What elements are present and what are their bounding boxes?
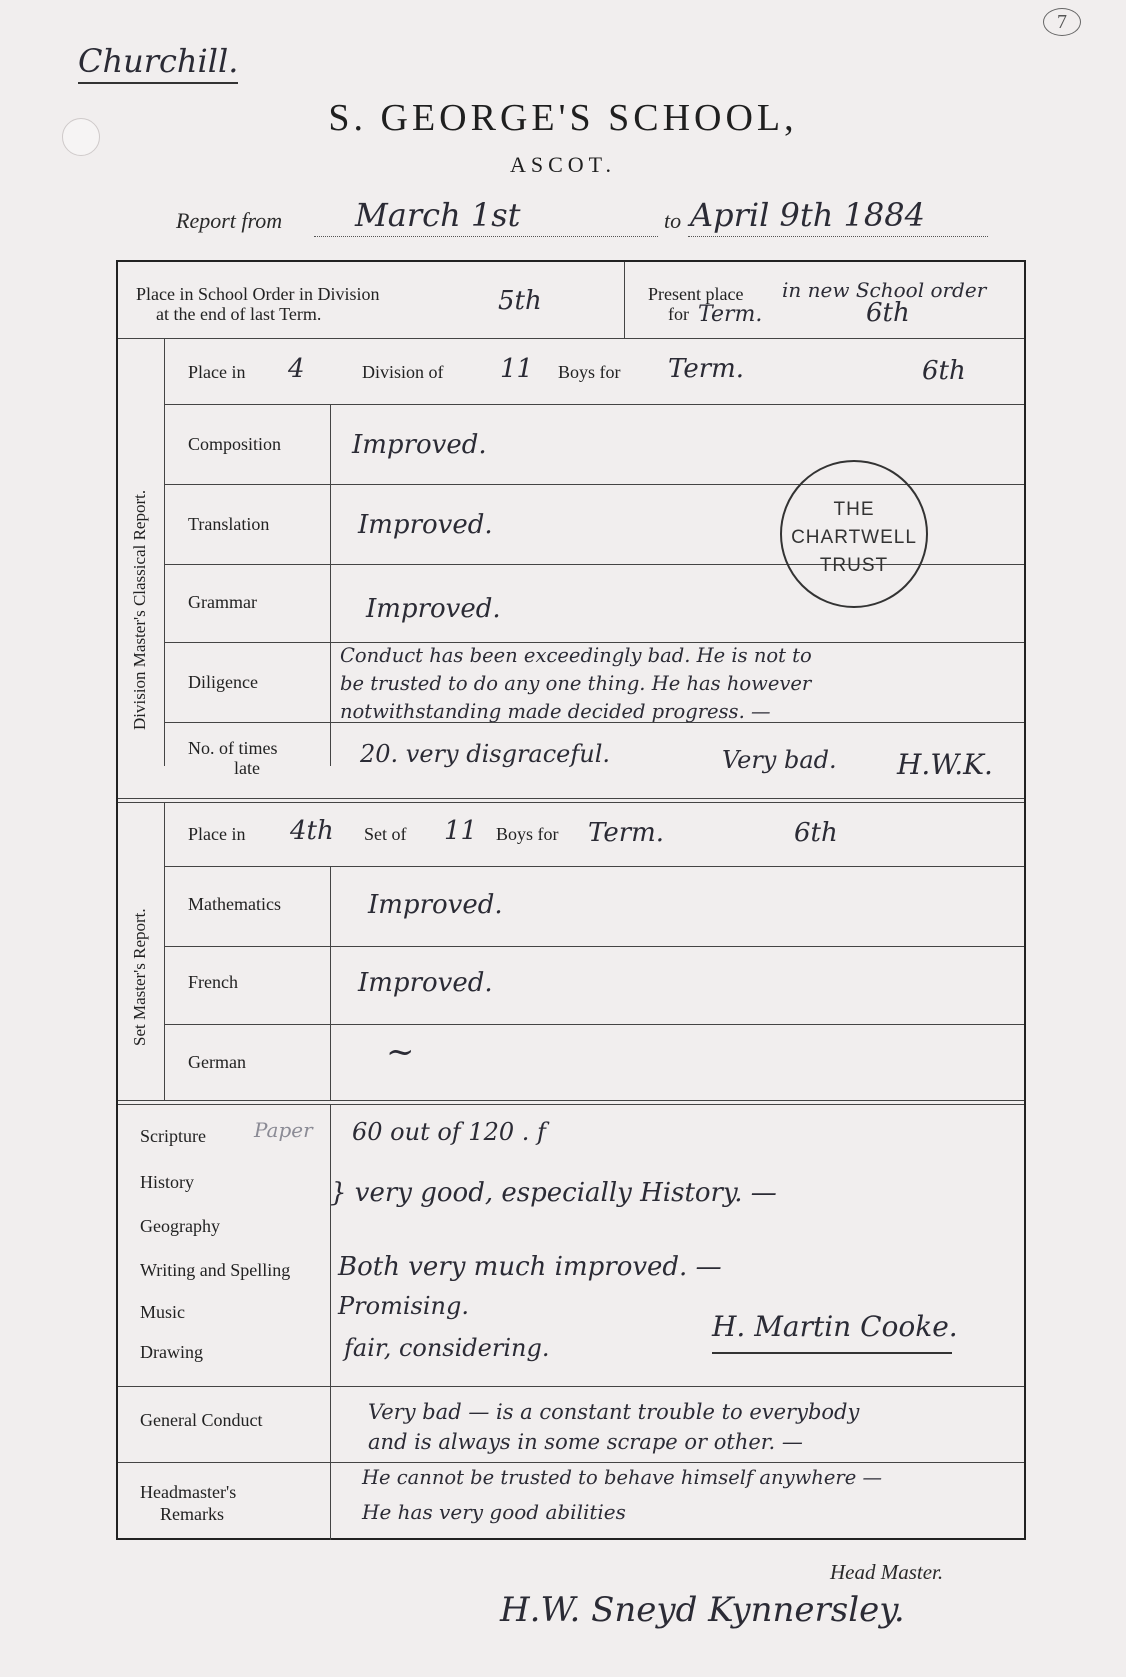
headmaster-remarks-label-2: Remarks <box>160 1504 224 1524</box>
report-to-value: April 9th 1884 <box>690 196 925 234</box>
history-label: History <box>140 1172 194 1192</box>
diligence-line-1: Conduct has been exceedingly bad. He is not to <box>340 644 812 667</box>
mathematics-value: Improved. <box>368 890 503 920</box>
rule <box>118 1386 1024 1387</box>
report-to-line <box>688 236 988 237</box>
mathematics-label: Mathematics <box>188 894 281 914</box>
stamp-line-1: THE <box>833 499 875 520</box>
set-place-in-label: Place in <box>188 824 246 844</box>
translation-value: Improved. <box>358 510 493 540</box>
present-place-label: Present place <box>648 284 744 304</box>
headmaster-remarks-label-1: Headmaster's <box>140 1482 237 1502</box>
school-name: S. GEORGE'S SCHOOL, <box>328 97 798 139</box>
school-place: ASCOT. <box>510 152 616 177</box>
section-rule <box>118 1100 1024 1105</box>
signature-underline <box>712 1352 952 1354</box>
french-label: French <box>188 972 238 992</box>
page-number: 7 <box>1043 8 1081 36</box>
place-order-label-1: Place in School Order in Division <box>136 284 380 304</box>
drawing-value: fair, considering. <box>344 1334 550 1362</box>
head-master-label: Head Master. <box>830 1560 944 1584</box>
grammar-value: Improved. <box>366 594 501 624</box>
rule <box>118 338 1024 339</box>
set-label-divider <box>330 866 331 1100</box>
report-from-line <box>314 236 658 237</box>
music-value: Promising. <box>338 1292 469 1320</box>
head-master-signature: H.W. Sneyd Kynnersley. <box>500 1590 905 1630</box>
div-boys-for-value: Term. <box>668 354 745 384</box>
rule <box>118 1462 1024 1463</box>
div-boys-for-label: Boys for <box>558 362 621 382</box>
late-label-2: late <box>234 758 260 778</box>
music-label: Music <box>140 1302 185 1322</box>
set-master-signature: H. Martin Cooke. <box>712 1310 958 1343</box>
set-boys-for-value: Term. <box>588 818 665 848</box>
late-remark: Very bad. <box>722 746 837 774</box>
rule <box>164 946 1024 947</box>
division-master-initials: H.W.K. <box>897 748 993 781</box>
present-place-note: in new School order <box>782 278 987 302</box>
scripture-note: Paper <box>254 1118 313 1142</box>
report-from-label: Report from <box>176 208 283 233</box>
composition-value: Improved. <box>352 430 487 460</box>
late-value: 20. very disgraceful. <box>360 740 611 768</box>
headmaster-remarks-line-2: He has very good abilities <box>362 1500 626 1524</box>
set-set-of-label: Set of <box>364 824 407 844</box>
subjects-divider <box>330 1104 331 1540</box>
set-set-of-value: 11 <box>444 816 478 846</box>
headmaster-remarks-line-1: He cannot be trusted to behave himself anywhere — <box>362 1466 882 1489</box>
stamp-line-2: CHARTWELL <box>791 527 917 548</box>
top-row-divider <box>624 262 625 338</box>
stamp-line-3: TRUST <box>819 555 889 576</box>
name-annotation: Churchill. <box>78 42 239 80</box>
div-term-place: 6th <box>922 356 966 386</box>
set-boys-for-label: Boys for <box>496 824 559 844</box>
division-side-divider <box>164 338 165 766</box>
grammar-label: Grammar <box>188 592 257 612</box>
rule <box>164 1024 1024 1025</box>
drawing-label: Drawing <box>140 1342 203 1362</box>
diligence-line-2: be trusted to do any one thing. He has however <box>340 672 812 695</box>
report-from-value: March 1st <box>355 196 521 234</box>
chartwell-trust-stamp <box>780 460 928 608</box>
report-to-label: to <box>664 208 682 233</box>
set-place-in-value: 4th <box>290 816 334 846</box>
report-form <box>116 260 1026 1540</box>
diligence-label: Diligence <box>188 672 258 692</box>
rule <box>164 866 1024 867</box>
division-section-label: Division Master's Classical Report. <box>130 489 149 730</box>
section-rule <box>118 798 1024 803</box>
german-value: ~ <box>386 1032 415 1072</box>
div-division-of-value: 11 <box>500 354 534 384</box>
general-conduct-line-2: and is always in some scrape or other. — <box>368 1430 803 1454</box>
rule <box>164 642 1024 643</box>
set-section-label: Set Master's Report. <box>130 908 149 1046</box>
german-label: German <box>188 1052 246 1072</box>
name-underline <box>78 82 238 84</box>
rule <box>164 722 1024 723</box>
div-place-in-label: Place in <box>188 362 246 382</box>
present-place-value: 6th <box>866 298 910 328</box>
history-geography-value: } very good, especially History. — <box>330 1178 777 1208</box>
division-label-divider <box>330 404 331 766</box>
general-conduct-label: General Conduct <box>140 1410 263 1430</box>
writing-spelling-value: Both very much improved. — <box>338 1252 722 1282</box>
div-place-in-value: 4 <box>288 354 305 384</box>
set-term-place: 6th <box>794 818 838 848</box>
present-for-label: for <box>668 304 689 324</box>
set-side-divider <box>164 802 165 1100</box>
composition-label: Composition <box>188 434 282 454</box>
writing-spelling-label: Writing and Spelling <box>140 1260 291 1280</box>
translation-label: Translation <box>188 514 270 534</box>
scripture-label: Scripture <box>140 1126 206 1146</box>
french-value: Improved. <box>358 968 493 998</box>
place-order-value: 5th <box>498 286 542 316</box>
div-division-of-label: Division of <box>362 362 444 382</box>
geography-label: Geography <box>140 1216 220 1236</box>
late-label-1: No. of times <box>188 738 278 758</box>
diligence-line-3: notwithstanding made decided progress. — <box>340 700 771 723</box>
present-for-term: Term. <box>698 302 763 327</box>
rule <box>164 404 1024 405</box>
general-conduct-line-1: Very bad — is a constant trouble to everybody <box>368 1400 860 1424</box>
place-order-label-2: at the end of last Term. <box>156 304 322 324</box>
scripture-value: 60 out of 120 . f <box>352 1118 546 1146</box>
